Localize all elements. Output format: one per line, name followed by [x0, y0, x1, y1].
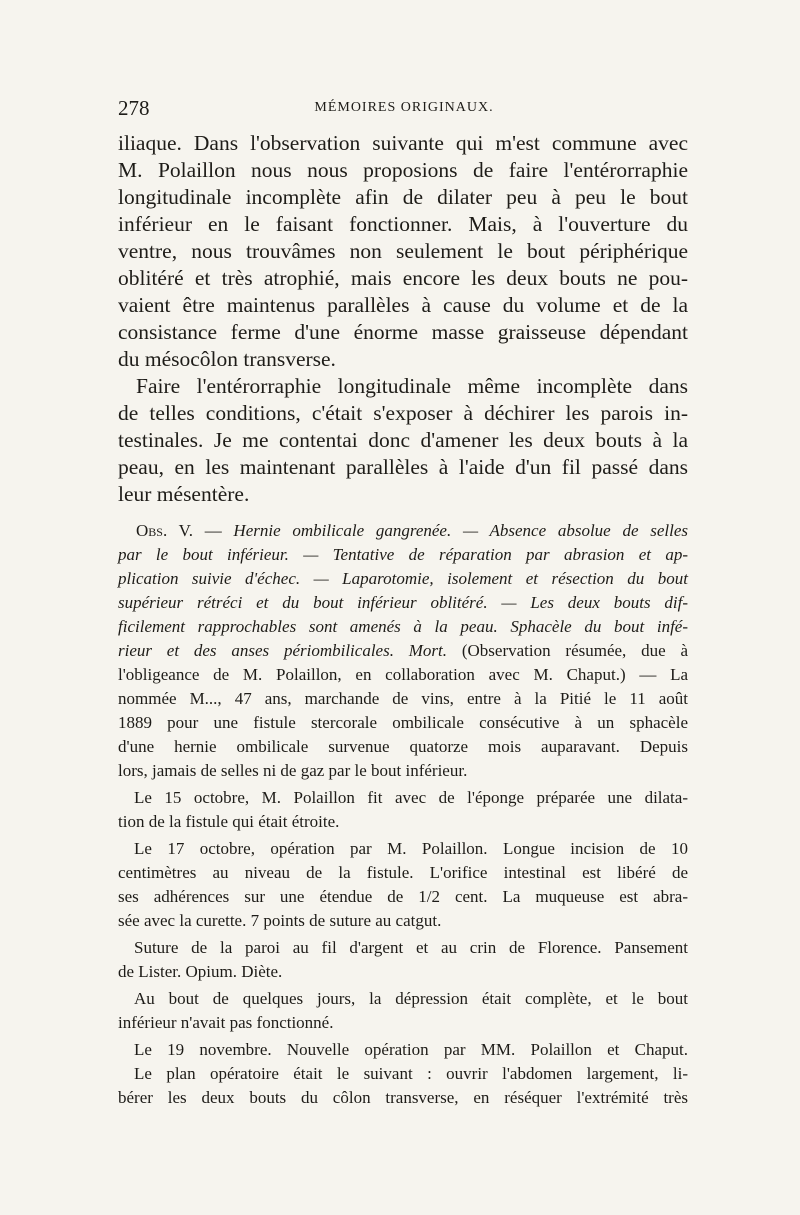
observation-title-line: ficilement rapprochables sont amenés à la peau. Sphacèle du bout infé- [118, 617, 688, 636]
text-line: centimètres au niveau de la fistule. L'orifice intestinal est libéré de [118, 863, 688, 882]
observation-mixed-line [118, 639, 688, 662]
observation-title-end: rieur et des anses périombilicales. Mort. [118, 641, 448, 660]
text-line: de telles conditions, c'était s'exposer à déchirer les parois in- [118, 401, 688, 425]
text-line: nommée M..., 47 ans, marchande de vins, entre à la Pitié le 11 août [118, 689, 688, 708]
observation-title-line: plication suivie d'échec. — Laparotomie, isolement et résection du bout [118, 569, 688, 588]
text-line: vaient être maintenus parallèles à cause du volume et de la [118, 293, 688, 317]
text-line: consistance ferme d'une énorme masse graisseuse dépendant [118, 320, 688, 344]
text-line: Suture de la paroi au fil d'argent et au crin de Florence. Pansement [134, 938, 688, 957]
text-line: lors, jamais de selles ni de gaz par le bout inférieur. [118, 761, 468, 780]
text-line: inférieur n'avait pas fonctionné. [118, 1013, 334, 1032]
text-line: 1889 pour une fistule stercorale ombilicale consécutive à un sphacèle [118, 713, 688, 732]
text-line: bérer les deux bouts du côlon transverse, en réséquer l'extrémité très [118, 1088, 688, 1107]
text-line: Au bout de quelques jours, la dépression était complète, et le bout [134, 989, 688, 1008]
observation-title-line: supérieur rétréci et du bout inférieur oblitéré. — Les deux bouts dif- [118, 593, 688, 612]
text-line: Le plan opératoire était le suivant : ouvrir l'abdomen largement, li- [134, 1064, 688, 1083]
observation-title: Hernie ombilicale gangrenée. — Absence absolue de selles [233, 521, 688, 540]
text-line: leur mésentère. [118, 482, 250, 506]
text-line: iliaque. Dans l'observation suivante qui m'est commune avec [118, 131, 688, 155]
text-line: sée avec la curette. 7 points de suture au catgut. [118, 911, 442, 930]
text-line: peau, en les maintenant parallèles à l'aide d'un fil passé dans [118, 455, 688, 479]
observation-label: Obs. V. — [136, 521, 234, 540]
text-line: ventre, nous trouvâmes non seulement le bout périphérique [118, 239, 688, 263]
text-line: d'une hernie ombilicale survenue quatorze mois auparavant. Depuis [118, 737, 688, 756]
text-line: testinales. Je me contentai donc d'amener les deux bouts à la [118, 428, 688, 452]
text-line: Le 19 novembre. Nouvelle opération par MM. Polaillon et Chaput. [134, 1040, 688, 1059]
text-line: du mésocôlon transverse. [118, 347, 336, 371]
page-header [118, 96, 690, 126]
text-line: de Lister. Opium. Diète. [118, 962, 283, 981]
running-head: MÉMOIRES ORIGINAUX. [314, 100, 494, 115]
observation-title-line: par le bout inférieur. — Tentative de réparation par abrasion et ap- [118, 545, 688, 564]
text-line: M. Polaillon nous nous proposions de faire l'entérorraphie [118, 158, 688, 182]
text-line: ses adhérences sur une étendue de 1/2 cent. La muqueuse est abra- [118, 887, 688, 906]
text-line: oblitéré et très atrophié, mais encore les deux bouts ne pou- [118, 266, 688, 290]
observation-heading [136, 519, 688, 542]
text-line: Le 15 octobre, M. Polaillon fit avec de l'éponge préparée une dilata- [134, 788, 688, 807]
text-line: Le 17 octobre, opération par M. Polaillon. Longue incision de 10 [134, 839, 688, 858]
text-line: inférieur en le faisant fonctionner. Mais, à l'ouverture du [118, 212, 688, 236]
text-line: Faire l'entérorraphie longitudinale même incomplète dans [136, 374, 688, 398]
page-number: 278 [118, 96, 150, 120]
text-line: l'obligeance de M. Polaillon, en collaboration avec M. Chaput.) — La [118, 665, 688, 684]
text-line: longitudinale incomplète afin de dilater peu à peu le bout [118, 185, 688, 209]
text-line: tion de la fistule qui était étroite. [118, 812, 340, 831]
observation-intro: (Observation résumée, due à [447, 641, 689, 660]
